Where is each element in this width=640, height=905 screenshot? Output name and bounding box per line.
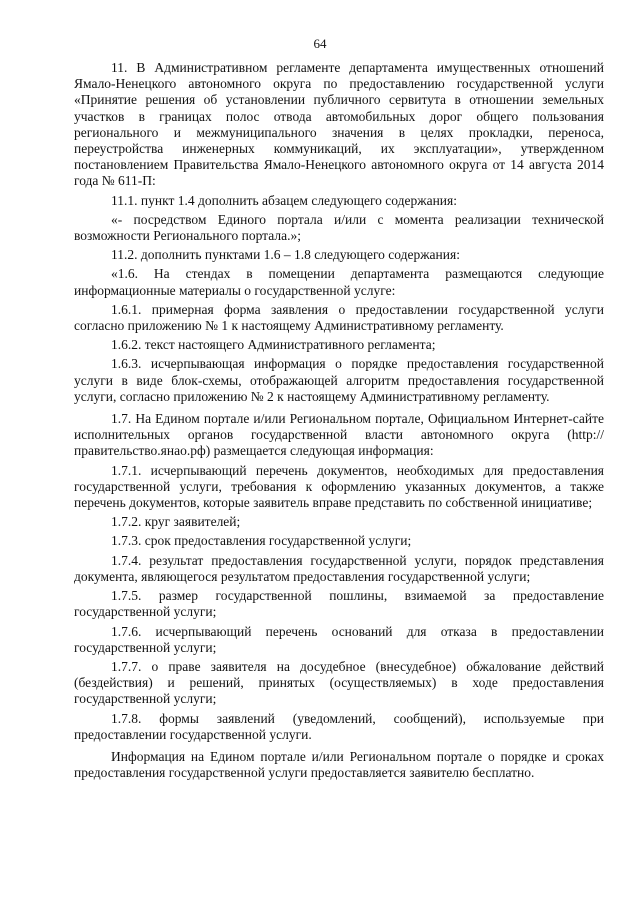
paragraph-1-6: «1.6. На стендах в помещении департамента размещаются следующие информационные материалы о государственной услуге: bbox=[74, 266, 604, 298]
paragraph-1-6-2: 1.6.2. текст настоящего Административного регламента; bbox=[111, 337, 436, 353]
paragraph-1-7-1: 1.7.1. исчерпывающий перечень документов, необходимых для предоставления государственной услуги, требования к оформлению указанных документов, а также перечень документов, которые заявитель вправе представить по собственной инициативе; bbox=[74, 462, 604, 511]
paragraph-1-7-6: 1.7.6. исчерпывающий перечень оснований для отказа в предоставлении государственной услуги; bbox=[74, 623, 604, 655]
paragraph-1-7-3: 1.7.3. срок предоставления государственной услуги; bbox=[111, 533, 412, 549]
paragraph-11-1: 11.1. пункт 1.4 дополнить абзацем следующего содержания: bbox=[111, 192, 457, 208]
paragraph-11: 11. В Административном регламенте департамента имущественных отношений Ямало-Ненецкого автономного округа по предоставлению государственной услуги «Принятие решения об установлении публичного сервитута в отношении земельных участков в границах полос отвода автомобильных дорог общего пользования регионального и межмуниципального значения в целях прокладки, переноса, переустройства инженерных коммуникаций, их эксплуатации», утвержденном постановлением Правительства Ямало-Ненецкого автономного округа от 14 августа 2014 года № 611-П: bbox=[74, 60, 604, 189]
paragraph-info-free: Информация на Едином портале и/или Региональном портале о порядке и сроках предоставления государственной услуги предоставляется заявителю бесплатно. bbox=[74, 748, 604, 781]
paragraph-1-6-3: 1.6.3. исчерпывающая информация о порядке предоставления государственной услуги в виде блок-схемы, отображающей алгоритм предоставления государственной услуги, согласно приложению № 2 к настоящему Административному регламенту. bbox=[74, 356, 604, 404]
paragraph-1-7-7: 1.7.7. о праве заявителя на досудебное (внесудебное) обжалование действий (бездействия) и решений, принятых (осуществляемых) в ходе предоставления государственной услуги; bbox=[74, 658, 604, 707]
paragraph-1-7: 1.7. На Едином портале и/или Региональном портале, Официальном Интернет-сайте исполнительных органов государственной власти автономного округа (http://правительство.янао.рф) размещается следующая информация: bbox=[74, 411, 604, 459]
paragraph-1-7-8: 1.7.8. формы заявлений (уведомлений, сообщений), используемые при предоставлении государственной услуги. bbox=[74, 710, 604, 742]
page-number: 64 bbox=[313, 36, 327, 51]
paragraph-11-2: 11.2. дополнить пунктами 1.6 – 1.8 следующего содержания: bbox=[111, 247, 460, 263]
paragraph-1-6-1: 1.6.1. примерная форма заявления о предоставлении государственной услуги согласно приложению № 1 к настоящему Административному регламенту. bbox=[74, 301, 604, 334]
document-body bbox=[74, 60, 604, 781]
paragraph-1-7-4: 1.7.4. результат предоставления государственной услуги, порядок представления документа, являющегося результатом предоставления государственной услуги; bbox=[74, 552, 604, 584]
paragraph-1-7-5: 1.7.5. размер государственной пошлины, взимаемой за предоставление государственной услуги; bbox=[74, 588, 604, 620]
paragraph-1-7-2: 1.7.2. круг заявителей; bbox=[111, 514, 241, 530]
paragraph-11-1-text: «- посредством Единого портала и/или с момента реализации технической возможности Регионального портала.»; bbox=[74, 211, 604, 244]
